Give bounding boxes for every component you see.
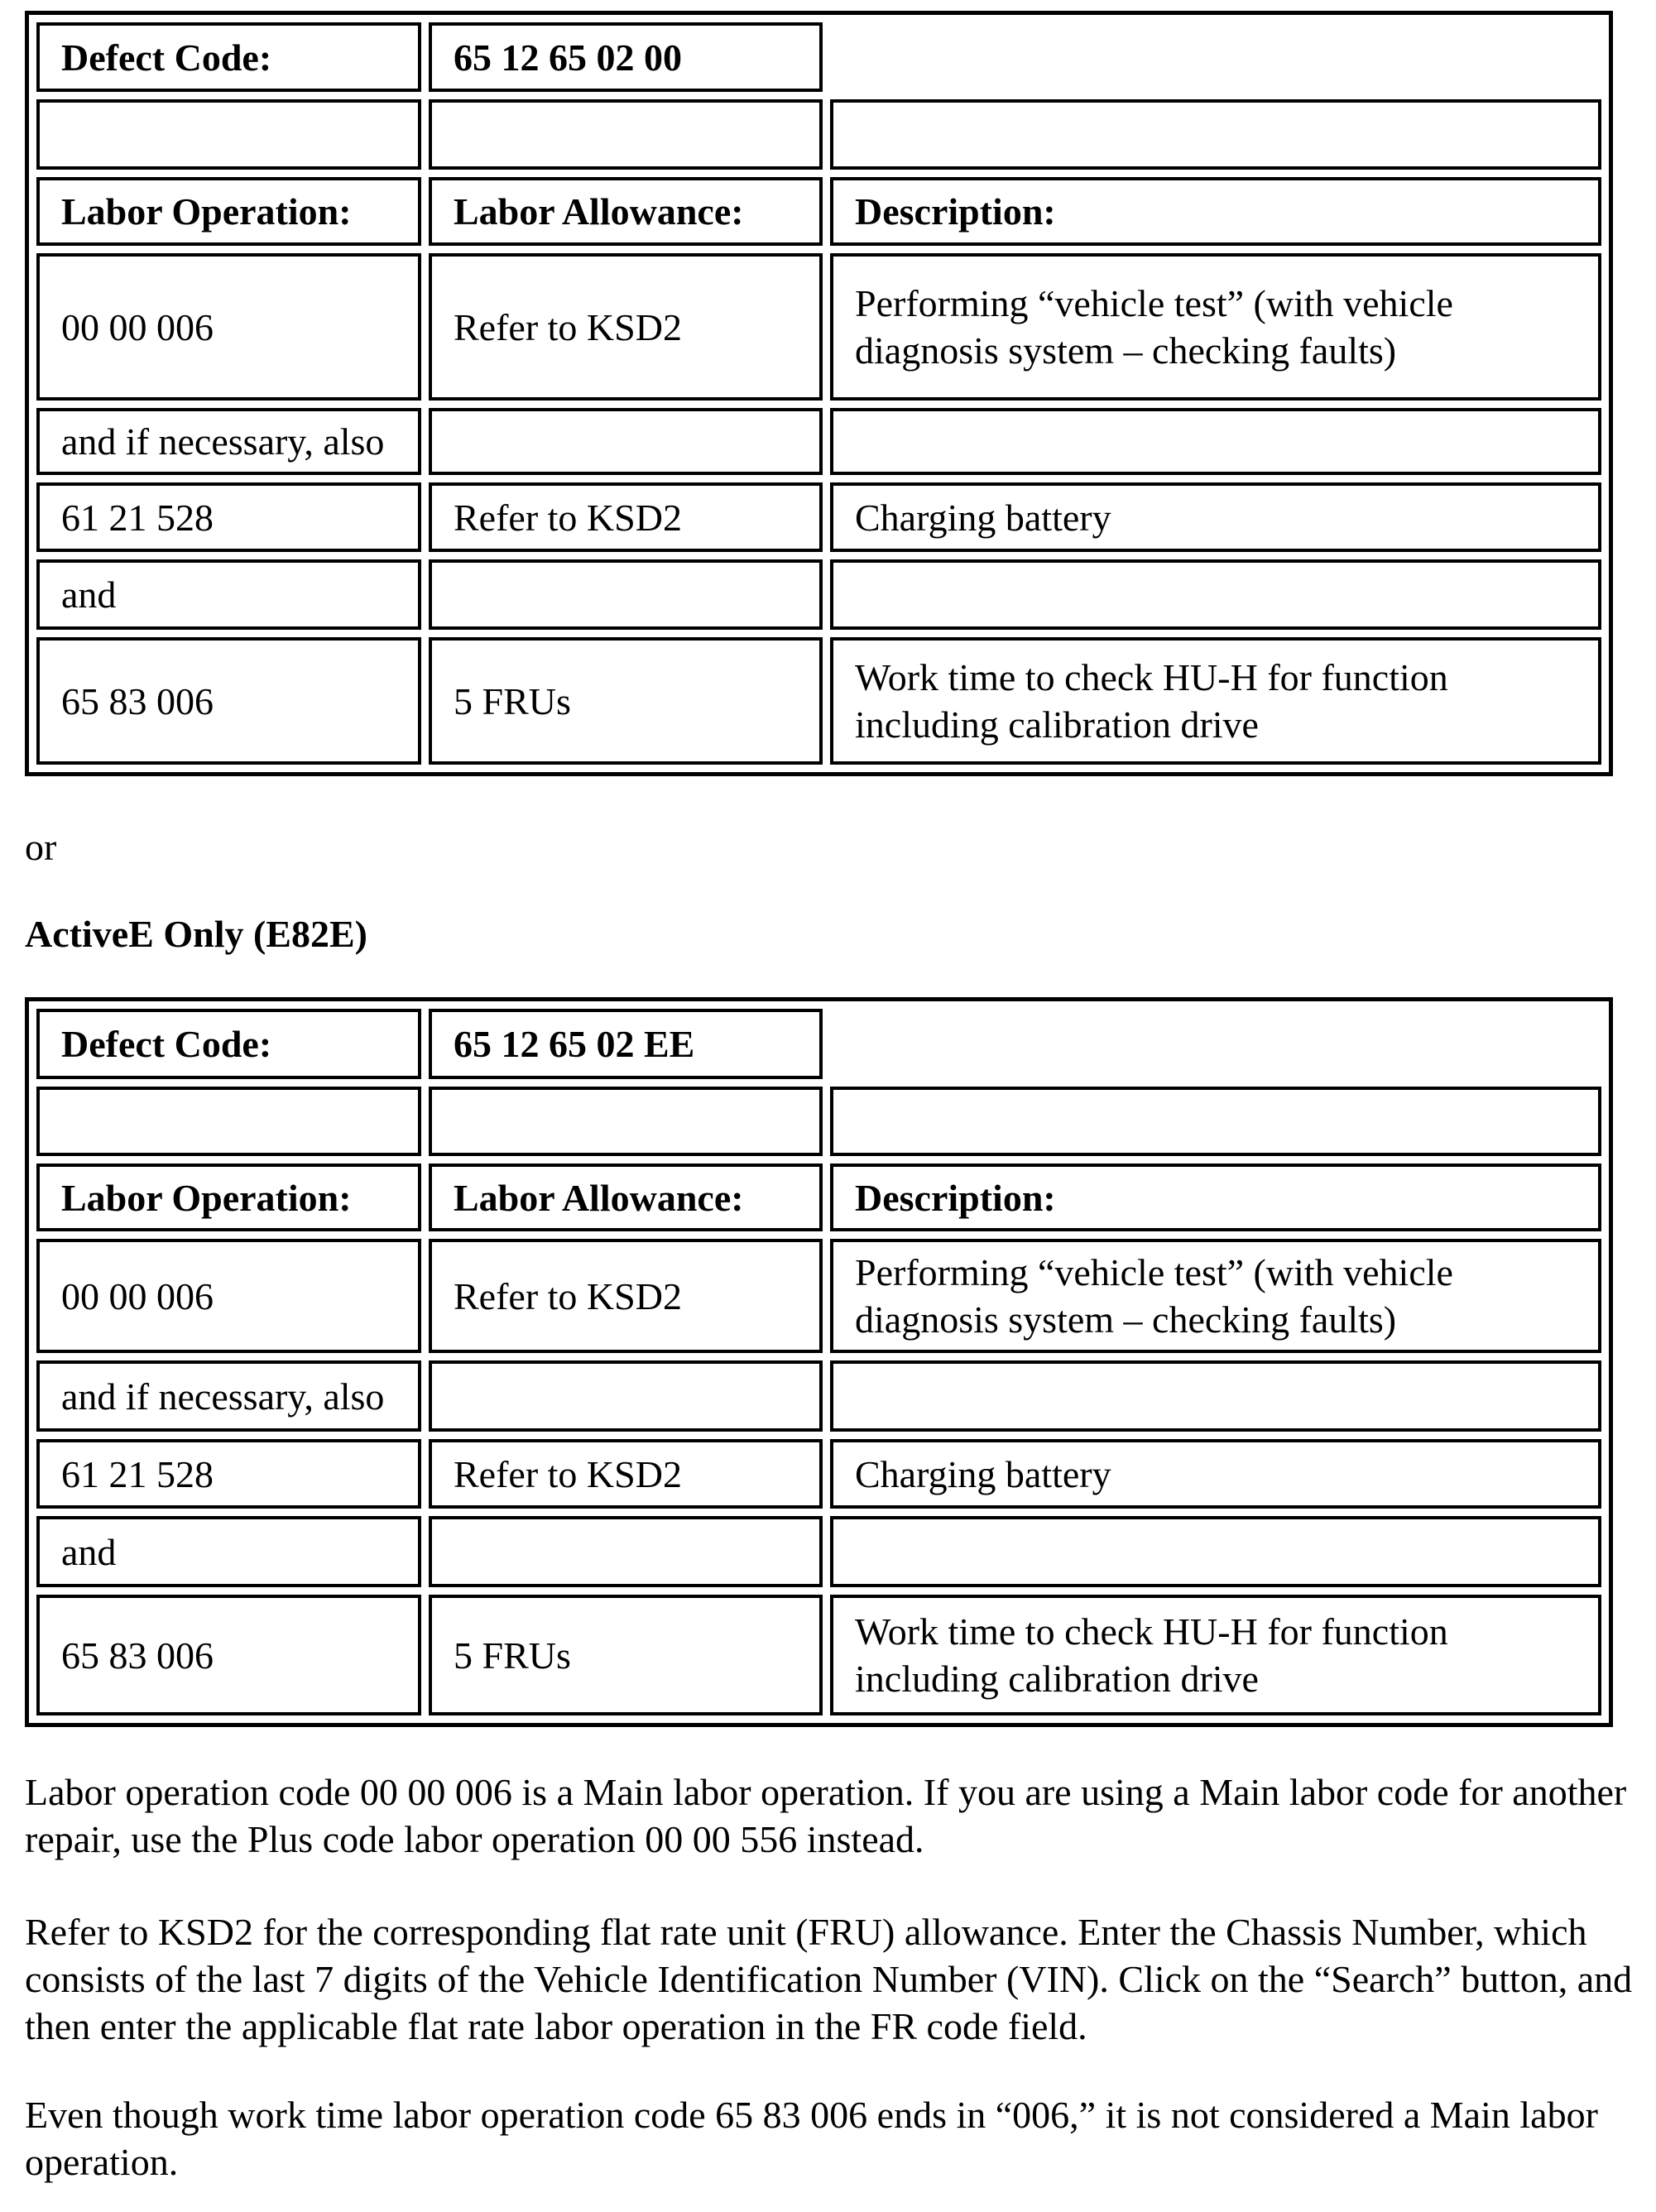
activee-heading: ActiveE Only (E82E) — [25, 913, 367, 955]
description-cell: Performing “vehicle test” (with vehicle diagnosis system – checking faults) — [830, 253, 1601, 401]
labor-operation-header: Labor Operation: — [36, 1164, 421, 1231]
table-row — [36, 482, 1601, 552]
description-header: Description: — [830, 177, 1601, 246]
description-header: Description: — [830, 1164, 1601, 1231]
labor-allowance-cell: 5 FRUs — [429, 1595, 823, 1715]
labor-operation-cell: 65 83 006 — [36, 1595, 421, 1715]
labor-allowance-cell: 5 FRUs — [429, 637, 823, 765]
table-row — [36, 408, 1601, 475]
labor-operation-cell: 61 21 528 — [36, 482, 421, 552]
labor-allowance-cell: Refer to KSD2 — [429, 253, 823, 401]
table-row — [36, 1439, 1601, 1509]
empty-cell — [830, 99, 1601, 170]
labor-operation-cell: 61 21 528 — [36, 1439, 421, 1509]
description-cell: Work time to check HU-H for function including calibration drive — [830, 637, 1601, 765]
labor-operation-cell: and if necessary, also — [36, 1360, 421, 1432]
labor-allowance-cell: Refer to KSD2 — [429, 482, 823, 552]
labor-allowance-cell: Refer to KSD2 — [429, 1439, 823, 1509]
empty-cell — [830, 559, 1601, 630]
table-row — [36, 177, 1601, 246]
labor-allowance-header: Labor Allowance: — [429, 1164, 823, 1231]
defect-code-label: Defect Code: — [36, 1009, 421, 1079]
table-row — [36, 1239, 1601, 1353]
description-cell: Charging battery — [830, 482, 1601, 552]
empty-cell — [830, 1087, 1601, 1156]
table-row — [36, 559, 1601, 630]
connector-text: or — [25, 826, 57, 868]
table-row — [36, 99, 1601, 170]
description-cell: Charging battery — [830, 1439, 1601, 1509]
labor-allowance-header: Labor Allowance: — [429, 177, 823, 246]
empty-cell — [429, 1087, 823, 1156]
labor-operation-cell: and if necessary, also — [36, 408, 421, 475]
description-cell: Performing “vehicle test” (with vehicle diagnosis system – checking faults) — [830, 1239, 1601, 1353]
description-cell: Work time to check HU-H for function including calibration drive — [830, 1595, 1601, 1715]
empty-cell — [36, 99, 421, 170]
table-row — [36, 22, 1601, 92]
defect-code-value: 65 12 65 02 00 — [429, 22, 823, 92]
table-row — [36, 637, 1601, 765]
defect-code-label: Defect Code: — [36, 22, 421, 92]
paragraph-ksd2-instructions: Refer to KSD2 for the corresponding flat rate unit (FRU) allowance. Enter the Chassis Number, which consists of the last 7 digits of the Vehicle Identification Number (VIN). Click on the “Search” button, and then enter the applicable flat rate labor operation in the FR code field. — [25, 1911, 1633, 2047]
empty-cell — [429, 99, 823, 170]
paragraph-work-time-note: Even though work time labor operation code 65 83 006 ends in “006,” it is not considered a Main labor operation. — [25, 2094, 1598, 2183]
labor-operation-cell: 00 00 006 — [36, 1239, 421, 1353]
empty-cell — [429, 1360, 823, 1432]
table-row — [36, 1164, 1601, 1231]
labor-operation-header: Labor Operation: — [36, 177, 421, 246]
empty-cell — [429, 408, 823, 475]
labor-operation-cell: 65 83 006 — [36, 637, 421, 765]
table-row — [36, 253, 1601, 401]
table-row — [36, 1516, 1601, 1587]
table-row — [36, 1595, 1601, 1715]
labor-allowance-cell: Refer to KSD2 — [429, 1239, 823, 1353]
empty-cell — [830, 1360, 1601, 1432]
empty-cell — [429, 559, 823, 630]
table-row — [36, 1087, 1601, 1156]
table-row — [36, 1009, 1601, 1079]
labor-operation-cell: and — [36, 559, 421, 630]
labor-operation-cell: and — [36, 1516, 421, 1587]
labor-operation-cell: 00 00 006 — [36, 253, 421, 401]
table-row — [36, 1360, 1601, 1432]
empty-cell — [830, 1516, 1601, 1587]
empty-cell — [36, 1087, 421, 1156]
empty-cell — [429, 1516, 823, 1587]
paragraph-main-labor-note: Labor operation code 00 00 006 is a Main labor operation. If you are using a Main labor code for another repair, use the Plus code labor operation 00 00 556 instead. — [25, 1771, 1627, 1860]
defect-code-value: 65 12 65 02 EE — [429, 1009, 823, 1079]
defect-table-standard — [25, 11, 1613, 776]
defect-table-activee — [25, 997, 1613, 1727]
empty-cell — [830, 408, 1601, 475]
